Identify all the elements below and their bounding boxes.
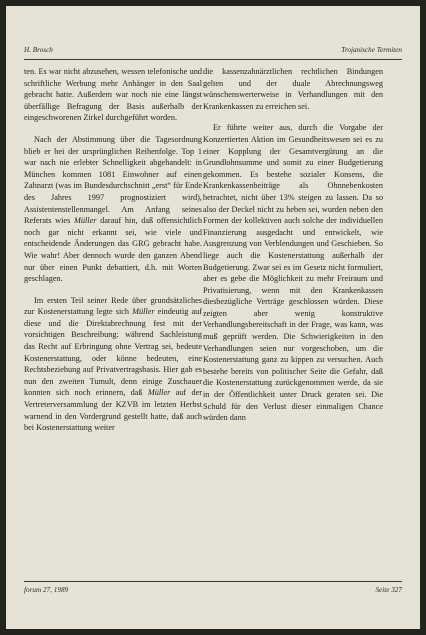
left-paragraph-3-name-2: Müller: [147, 388, 171, 398]
left-paragraph-3-part-c: auf der Vertreterversammlung der KZVB im letzten Herbst warnend in den Vordergrund gestellt hatte, daß auch bei Kostenerstattung weiter: [24, 388, 202, 433]
footer-page-number: Seite 327: [375, 586, 402, 594]
left-paragraph-1: ten. Es war nicht abzusehen, wessen telefonische und schriftliche Werbung mehr Anhänger in den Saal gebracht hatte. Außerdem war noch nie eine längst überfällige Befragung der Basis außerhalb der eingeschworenen Zirkel durchgeführt worden.: [24, 67, 202, 123]
footer-rule: [24, 581, 402, 582]
right-paragraph-2: Er führte weiter aus, durch die Vorgabe der Konzertierten Aktion im Gesundheitswesen sei es zu einer Kopplung der Gesamtvergütung an die Grundlohnsumme und somit zu einer Budgetierung gekommen. Es bestehe sozialer Konsens, die Krankenkassenbeiträge als Ohnnebenkosten betrachtet, nicht über 13% steigen zu lassen. Da so also der Deckel nicht zu heben sei, wurden neben den Formen der kollektiven auch solche der individuellen Finanzierung ausgedacht und entwickelt, wie Ausgrenzung von Verblendungen und Geschieben. So liege auch die Kostenerstattung außerhalb der Budgetierung. Zwar sei es im Gesetz nicht formuliert, aber es gebe die Möglichkeit zu mehr Freiraum und Privatisierung, wenn mit den Krankenkassen diesbezügliche Verträge geschlossen würden. Diese zeigten aber wenig konstruktive Verhandlungsbereitschaft in der Frage, was kann, was muß geprüft werden. Die Schwierigkeiten in den Verhandlungen seien nur vorgeschoben, um die Kostenerstattung ganz zu kippen zu versuchen. Auch bestehe bereits von politischer Seite die Gefahr, daß die Kostenerstattung zurückgenommen werde, da sie in der Öffentlichkeit unter Druck geraten sei. Die Schuld für den Verlust dieser einmaligen Chance würden dann: [203, 123, 383, 423]
left-paragraph-2-part-a: Nach der Abstimmung über die Tagesordnung blieb er bei der ursprünglichen Reihenfolge. Top 1 war nach nie erlebter Schnelligkeit abgehandelt: in München kommen 1081 Einwohner auf einen Zahnarzt (was im Bundesdurchschnitt „erst“ für Ende des Jahres 1997 prognostiziert wird), Assistentenstellenmangel. Am Anfang seines Referats wies: [24, 134, 202, 226]
left-paragraph-3-name-1: Müller: [132, 307, 155, 317]
header-rule: [24, 59, 402, 60]
left-paragraph-2-part-b: darauf hin, daß offensichtlich noch gar nicht erkannt sei, wie viele und entscheidende Änderungen das GRG gebracht habe. Wie wahr! Aber dennoch wurde den ganzen Abend nur über einen Punkt debattiert, d.h. mit Worten geschlagen.: [24, 216, 202, 284]
header-author: H. Brosch: [24, 46, 53, 54]
footer-journal: forum 27, 1989: [24, 586, 69, 594]
left-paragraph-2: [24, 134, 202, 285]
right-paragraph-1: die kassenzahnärztlichen rechtlichen Bindungen gelten und der duale Abrechnungsweg wünschenswerterweise in Verhandlungen mit den Krankenkassen zu erreichen sei.: [203, 67, 383, 111]
left-paragraph-3-part-b: eindeutig auf diese und die Direktabrechnung fest mit der vorsichtigen Beschreibung: während Sachleistung das Recht auf Erbringung ohne Vertrag sei, bedeute Kostenerstattung, oder könne bedeuten, eine Rechtsbeziehung auf Privatvertragsbasis. Hier gab es nun den zweiten Tumult, denn einige Zuschauer konnten sich noch erinnern, daß: [24, 307, 203, 398]
header-title: Trojanische Termiten: [341, 46, 402, 54]
left-paragraph-3-part-a: Im ersten Teil seiner Rede über grundsätzliches zur Kostenerstattung legte sich: [24, 295, 202, 317]
running-footer: [24, 586, 402, 594]
document-page: [6, 6, 420, 629]
left-paragraph-3: [24, 295, 202, 434]
right-column: [203, 66, 383, 424]
left-paragraph-2-name: Müller: [73, 216, 97, 226]
running-header: [24, 46, 402, 54]
left-column: [24, 66, 202, 434]
